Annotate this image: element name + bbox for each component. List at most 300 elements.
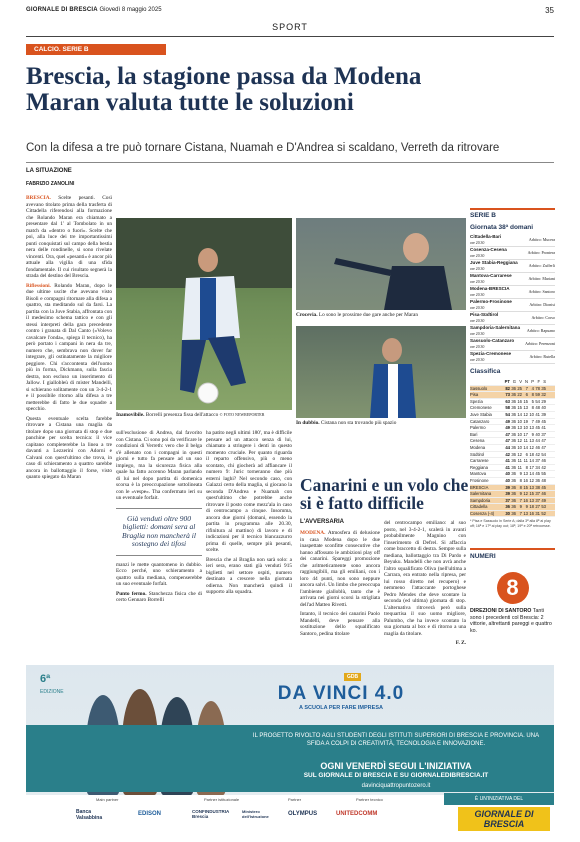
fixture-referee: Arbitro: Rutella (529, 354, 555, 359)
fixture-time: ore 20.30 (470, 319, 485, 323)
standings-row (470, 511, 555, 518)
standings-cell: 32 (541, 392, 546, 398)
standings-cell: 47 (541, 438, 546, 444)
kicker: CALCIO. SERIE B (26, 44, 166, 55)
standings-cell: 36 (511, 491, 516, 497)
standings-cell: 15 (529, 491, 534, 497)
caption-lead: Croceviа. (296, 312, 318, 318)
standings-cell: 47 (541, 444, 546, 450)
deck: Con la difesa a tre può tornare Cistana, Nuamah e D'Andrea si scaldano, Verreth da ritrovare (26, 142, 500, 154)
standings-cell: 41 (535, 411, 540, 417)
standings-cell: 36 (535, 477, 540, 483)
standings-cell: 17 (529, 464, 534, 470)
fixture-time: ore 20.30 (470, 306, 485, 310)
standings-cell: 46 (535, 444, 540, 450)
fixture-referee: Arbitro: Zufferli (528, 263, 555, 268)
standings-cell: 45 (535, 425, 540, 431)
standings-row (470, 452, 555, 459)
numbers-body: Tanti sono i precedenti col Brescia: 2 vittorie, altrettanti pareggi e quattro ko. (470, 608, 552, 634)
standings-cell: 59 (535, 392, 540, 398)
fixture-time: ore 20.30 (470, 358, 485, 362)
standings-cell: 7 (519, 510, 522, 516)
pull-quote: Già venduti oltre 900 biglietti: domani sera al Braglia non mancherà il sostegno dei tifosi (116, 508, 202, 556)
logo-tagline: A SCUOLA PER FARE IMPRESA (299, 705, 383, 711)
gdb-logo: GIORNALE DI BRESCIA (458, 807, 550, 831)
standings-cell: 40 (541, 405, 546, 411)
team-name: Sampdoria (470, 497, 491, 503)
standings-cell: 29 (541, 398, 546, 404)
standings-cell: 39 (505, 491, 510, 497)
standings-col-header: S (543, 379, 546, 384)
partner-logo: EDISON (138, 811, 162, 817)
divider (26, 36, 554, 37)
photo-caption-1 (116, 412, 292, 419)
fixture-referee: Arbitro: Dionisi (529, 302, 555, 307)
standings-cell: 13 (529, 497, 534, 503)
standings-row (470, 471, 555, 478)
team-name: Spezia (470, 398, 483, 404)
photo-maran (296, 218, 466, 310)
team-name: Cosenza (-4) (470, 510, 495, 516)
section-title: SPORT (272, 22, 308, 32)
standings-cell: 8 (531, 392, 534, 398)
fixtures-list (470, 234, 555, 364)
big-number: 8 (497, 572, 529, 604)
standings-cell: 9 (519, 504, 522, 510)
fixture-referee: Arbitro: Mucera (528, 237, 555, 242)
ad-banner (26, 725, 554, 792)
standings-cell: 8 (519, 484, 522, 490)
standings-cell: 58 (505, 405, 510, 411)
ad-call: OGNI VENERDÌ SEGUI L'INIZIATIVA (320, 761, 472, 771)
standings-cell: 11 (523, 458, 528, 464)
caption-lead: In dubbio. (296, 420, 320, 426)
sidebar-title: SERIE B (470, 208, 555, 219)
standings-cell: 25 (517, 385, 522, 391)
page-number: 35 (545, 6, 554, 15)
paragraph-text: Stanchezza fisica che di certo Gennaro Borrelli (116, 590, 202, 603)
standings-cell: 10 (529, 411, 534, 417)
fixture-time: ore 20.30 (470, 254, 485, 258)
standings-cell: 36 (511, 444, 516, 450)
standings-cell: 49 (535, 418, 540, 424)
numbers-text (470, 608, 555, 634)
standings-cell: 78 (535, 385, 540, 391)
standings-cell: 11 (517, 464, 522, 470)
standings-row (470, 432, 555, 439)
standings-cell: 82 (505, 385, 510, 391)
standings-cell: 13 (523, 405, 528, 411)
team-name: Pisa (470, 392, 479, 398)
serie-b-sidebar (470, 208, 555, 528)
standings-cell: 36 (511, 385, 516, 391)
standings-cell: 39 (541, 411, 546, 417)
standings-cell: 14 (529, 471, 534, 477)
lead-word: Riflessioni. (26, 282, 51, 289)
standings-header (470, 379, 555, 386)
paper-name: GIORNALE DI BRESCIA (26, 7, 98, 13)
article-column-4 (300, 530, 380, 640)
numbers-lead: DIREZIONI DI SANTORO (470, 608, 532, 614)
standings-cell: 36 (511, 458, 516, 464)
standings-title: Classifica (470, 368, 501, 375)
fixture-teams: Juve Stabia-Reggiana (470, 260, 518, 265)
fixture-time: ore 20.30 (470, 241, 485, 245)
standings-cell: 36 (511, 497, 516, 503)
gdb-tag: GDB (344, 673, 361, 681)
paragraph-text: Atmosfera di delusione in casa Modena dopo le due inaspettate sconfitte consecutive che hanno affossato le ambizioni play off dei canarini. Spareggi promozione che aritmeticamente sono ancora raggiungibili, ma gli emiliani, con i loro 44 punti, non sono neppure ancora salvi. Un limbo che preoccupa l'ambiente gialloblù, tanto che è arrivata nei giorni scorsi la strigliata dell'ad Matteo Rivetti. (300, 530, 381, 608)
fixture-teams: Cosenza-Cesena (470, 247, 507, 252)
team-name: Sassuolo (470, 385, 488, 391)
subarticle-title: Canarini e un volo che si è fatto difficile (300, 475, 469, 513)
headline (26, 64, 556, 116)
team-name: Palermo (470, 425, 486, 431)
standings-cell: 36 (511, 471, 516, 477)
fixture-row (470, 299, 555, 312)
standings-cell: 40 (505, 471, 510, 477)
standings-cell: 16 (523, 477, 528, 483)
ad-url: davinciquattropuntozero.it (361, 783, 431, 789)
standings-cell: 36 (511, 484, 516, 490)
partner-label: Main partner (96, 797, 119, 802)
team-name: Frosinone (470, 477, 489, 483)
standings-cell: 10 (517, 431, 522, 437)
standings-cell: 14 (523, 444, 528, 450)
article-column-3 (206, 430, 292, 599)
partner-logo: UNITEDCOMM (336, 811, 378, 817)
standings-cell: 73 (505, 392, 510, 398)
standings-row (470, 438, 555, 445)
standings-cell: 17 (523, 431, 528, 437)
standings-col-header: P (531, 379, 534, 384)
standings-cell: 13 (523, 510, 528, 516)
standings-row (470, 445, 555, 452)
standings-cell: 15 (517, 405, 522, 411)
paragraph (300, 530, 380, 608)
fixture-teams: Pisa-Südtirol (470, 312, 499, 317)
fixture-row (470, 260, 555, 273)
standings-cell: 49 (541, 497, 546, 503)
page-header (26, 7, 554, 19)
standings-cell: 55 (541, 471, 546, 477)
partners-strip (26, 795, 554, 835)
paragraph: Questa eventuale scelta farebbe ritrovare a Cistana una maglia da titolare dopo una giornata di stop e due panchine per scelta tecnica: il vice capitano completerebbe la linea a tre davanti a Lezzerini con Adorni e Calvani con quest'ultimo che trova, in caso di schieramento a quattro sarebbe ancora in ballottaggio il forse, visto quanto spiegato da Maran (26, 415, 112, 480)
lead-word: MODENA. (300, 530, 326, 536)
standings-cell: 36 (511, 431, 516, 437)
standings-cell: 39 (505, 484, 510, 490)
standings-cell: 36 (511, 477, 516, 483)
standings-cell: 10 (517, 444, 522, 450)
standings-row (470, 425, 555, 432)
standings-cell: 44 (505, 444, 510, 450)
standings-row (470, 392, 555, 399)
photo-caption-3 (296, 420, 466, 427)
fixture-referee: Arbitro: Santoro (528, 289, 555, 294)
standings-cell: 45 (541, 484, 546, 490)
standings-cell: 38 (535, 484, 540, 490)
paragraph (26, 195, 112, 280)
standings-cell: 37 (535, 491, 540, 497)
team-name: Cremonese (470, 405, 492, 411)
paragraph: Intanto, il tecnico dei canarini Paolo Mandelli, deve pensare alla sostituzione dello squalificato Santoro, pedina titolare (300, 611, 380, 637)
standings-cell: 36 (511, 398, 516, 404)
standings-cell: 12 (523, 411, 528, 417)
paragraph-text: Scelte pesanti. Così avevano titolato prima della trasferta di Cittadella riferendosi alla formazione che Rolando Maran era chiamato a presentare dal 1' al Tombolato in un match da «dentro o fuori». Scelte che poi, alla luce dei tre importantissimi punti conquistati sul campo della bestia nera delle rondinelle, si sono rivelate vincenti. Ora, quel «pesanti» è ancor più attuale alla vigilia di una sfida fondamentale. Il cui risultato segnerà la strada del destino del Brescia. (26, 195, 112, 279)
standings-cell: 36 (511, 451, 516, 457)
photo-caption-2 (296, 312, 466, 319)
team-name: Mantova (470, 471, 487, 477)
paragraph: sull'esclusione di Andrea, dal favorito con Cistana. Ci sono poi da verificare le condizioni di Verreth: vero che il belga s'è allenato con i compagni in questi giorni e tutto fa pensare ad un suo impiego, ma la sicurezza fisica alla quale ha fatto accenno Maran parlando di lui nel dopo partita di domenica scorsa è la preoccupazione sottolineata con le «vespe». Tha confermato ieri su un eventuale forfait. (116, 430, 202, 501)
standings-cell: 42 (541, 464, 546, 470)
standings-cell: 14 (529, 458, 534, 464)
fixture-referee: Arbitro: Prontera (527, 250, 555, 255)
standings-row (470, 498, 555, 505)
paragraph: manzi le mette quantomeno in dubbio. Ecco perché, uno schieramento a quattro sulla mediana, compenserebbe un suo eventuale forfait. (116, 561, 202, 587)
standings-cell: 9 (519, 471, 522, 477)
standings-cell: 13 (523, 471, 528, 477)
standings-cell: 36 (511, 411, 516, 417)
issue-date: Giovedì 8 maggio 2025 (99, 7, 162, 13)
fixture-teams: Palermo-Frosinone (470, 299, 512, 304)
standings-cell: 46 (541, 491, 546, 497)
partner-label: Partner tecnico (356, 797, 383, 802)
byline: FABRIZIO ZANOLINI (26, 180, 75, 187)
standings-cell: 12 (529, 477, 534, 483)
numbers-box (470, 548, 555, 634)
standings-row (470, 386, 555, 393)
standings-cell: 36 (511, 464, 516, 470)
fixture-referee: Arbitro: Rapuano (526, 328, 555, 333)
fixture-row (470, 234, 555, 247)
lead-word: BRESCIA. (26, 195, 51, 201)
standings-cell: 40 (535, 431, 540, 437)
partner-label: Partner istituzionale (204, 797, 240, 802)
standings-cell: 46 (541, 458, 546, 464)
photo-borrelli (116, 218, 292, 410)
standings-note: * Pisa e Sassuolo in Serie A; dalla 3ª alla 8ª ai play off; 16ª e 17ª ai play out; 18ª, 19ª e 20ª retrocesse. (470, 519, 551, 528)
caption-text: Cistana non sta trovando più spazio (319, 420, 397, 426)
standings-row (470, 412, 555, 419)
standings-cell: 30 (505, 510, 510, 516)
standings-cell: 53 (541, 504, 546, 510)
standings-cell: 7 (531, 418, 534, 424)
standings-row (470, 478, 555, 485)
standings-cell: 22 (517, 392, 522, 398)
coach-illustration (296, 218, 466, 310)
standings-cell: 54 (541, 451, 546, 457)
standings-cell: 16 (517, 398, 522, 404)
standings-cell: 54 (535, 398, 540, 404)
fixture-teams: Mantova-Carrarese (470, 273, 512, 278)
standings-cell: 8 (519, 477, 522, 483)
standings-cell: 36 (511, 510, 516, 516)
da-vinci-logo: DA VINCI 4.0 (277, 683, 405, 704)
standings-cell: 49 (505, 418, 510, 424)
team-name: BRESCIA (470, 484, 489, 490)
fixture-row (470, 312, 555, 325)
standings-cell: 16 (523, 497, 528, 503)
team-name: Reggiana (470, 464, 488, 470)
caption-lead: Inamovibile. (116, 412, 145, 418)
standings-cell: 13 (529, 484, 534, 490)
standings-cell: 15 (523, 398, 528, 404)
fixture-time: ore 20.30 (470, 267, 485, 271)
fixture-referee: Arbitro: Perenzoni (525, 341, 555, 346)
photo-credit: © FOTO NEWREPORTER (219, 412, 265, 417)
edition-number: 6ª (40, 673, 51, 685)
standings-cell: 36 (511, 504, 516, 510)
section-label: LA SITUAZIONE (26, 168, 72, 174)
edition-label: EDIZIONE (40, 689, 64, 695)
fixture-row (470, 273, 555, 286)
team-name: Cesena (470, 438, 485, 444)
fixture-row (470, 325, 555, 338)
fixture-time: ore 20.30 (470, 280, 485, 284)
standings-cell: 8 (531, 405, 534, 411)
standings-cell: 54 (505, 411, 510, 417)
fixture-teams: Sassuolo-Catanzaro (470, 338, 515, 343)
standings-cell: 41 (505, 458, 510, 464)
fixture-row (470, 338, 555, 351)
lead-word: Punto fermo. (116, 590, 147, 597)
paragraph: del centrocampo emiliano: al suo posto, nel 3-4-2-1, scalerà in avanti probabilmente Magnino con l'inserimento di Defrel. Si affaccia come braccetto di destra. Sempre sulla mediana, ballottaggio tra Di Pardo e Beyuku. Mandelli che non avrà anche l'altro squalificato Oliva (nell'ultima a Carrara, era entrato nella ripresa, per lui rosso diretto nel recupero) e nemmeno l'attaccante portoghese Pedro Mendes che deve scontare la seconda (ed ultima) giornata di stop. L'alternativa ritroverà però sulla trequartisa il suo uomo migliore, Palumbo, che ha invece scontato la sua giornata al box e di ritorno a una maglia da titolare. (384, 520, 466, 637)
standings-cell: 35 (541, 385, 546, 391)
standings-cell: 6 (525, 451, 528, 457)
standings-cell: 9 (531, 431, 534, 437)
standings-cell: 36 (511, 438, 516, 444)
fixture-referee: Arbitro: Corso (531, 315, 555, 320)
team-name: Modena (470, 444, 486, 450)
round-title: Giornata 38ª domani (470, 224, 534, 231)
standings-col-header: PT (504, 379, 510, 384)
standings-cell: 36 (511, 418, 516, 424)
article-column-1 (26, 168, 112, 484)
standings-cell: 7 (525, 385, 528, 391)
standings-cell: 10 (517, 418, 522, 424)
standings-cell: 11 (517, 458, 522, 464)
standings-cell: 48 (535, 405, 540, 411)
standings-cell: 52 (541, 510, 546, 516)
standings-cell: 40 (505, 477, 510, 483)
fixture-time: ore 20.30 (470, 293, 485, 297)
standings-cell: 18 (529, 504, 534, 510)
standings-cell: 49 (505, 425, 510, 431)
standings-cell: 13 (517, 425, 522, 431)
headline-line-2: Maran valuta tutte le soluzioni (26, 89, 354, 116)
team-name: Juve Stabia (470, 411, 492, 417)
standings-cell: 12 (523, 491, 528, 497)
player-illustration (116, 218, 292, 410)
standings-cell: 37 (535, 458, 540, 464)
team-name: Bari (470, 431, 478, 437)
standings-cell: 36 (511, 425, 516, 431)
partner-logo: CONFINDUSTRIA Brescia (192, 809, 230, 819)
article-column-5 (384, 520, 466, 650)
paragraph (116, 591, 202, 604)
standings-cell: 4 (531, 385, 534, 391)
partner-logo: OLYMPUS (288, 811, 318, 817)
defender-illustration (296, 326, 466, 418)
standings-cell: 36 (511, 392, 516, 398)
advertisement-da-vinci (26, 665, 554, 835)
standings-cell: 31 (535, 510, 540, 516)
standings-cell: 12 (529, 444, 534, 450)
standings-cell: 7 (519, 497, 522, 503)
partner-label: Partner (288, 797, 302, 802)
standings-cell: 41 (541, 425, 546, 431)
team-name: Südtirol (470, 451, 485, 457)
caption-text: Lo sono le prossime due gare anche per Maran (317, 312, 418, 318)
standings-cell: 6 (525, 392, 528, 398)
standings-cell: 27 (535, 504, 540, 510)
standings-cell: 34 (535, 464, 540, 470)
standings-row (470, 405, 555, 412)
standings-cell: 18 (529, 451, 534, 457)
standings-row (470, 399, 555, 406)
standings-col-header: G (512, 379, 516, 384)
standings-cell: 19 (523, 418, 528, 424)
standings-cell: 16 (529, 510, 534, 516)
standings-cell: 41 (505, 464, 510, 470)
standings-cell: 12 (517, 438, 522, 444)
standings-row (470, 504, 555, 511)
paragraph (26, 283, 112, 413)
standings-cell: 14 (517, 411, 522, 417)
paragraph: ha patito negli ultimi 180', ma è difficile pensare ad un attacco senza di lui, chiamato a stringere i denti in questo momento cruciale. Per quanto riguarda il reparto offensivo, più o meno scontato, chi giocherà ad affiancare il numero 9: Juric torneranno due più esterni laghi? Nel secondo caso, con Galazzi certo della maglia, si giocano la seconda D'Andrea e Nuamah con quest'ultimo che potrebbe anche ritrovare il posto come mezz'ala in caso di centrocampo a cinque. Insomma, ancora due giorni (domani, essendo la partita in programma alle 20.30, rifinitura al mattino) di lavoro e di indicazioni per il tecnico biancazzurro prima di quelle, sempre più pesanti, scelte. (206, 430, 292, 553)
section-label: L'AVVERSARIA (300, 519, 344, 525)
standings-cell: 47 (505, 431, 510, 437)
team-name: Salernitana (470, 491, 492, 497)
fixture-row (470, 351, 555, 364)
standings-cell: 11 (523, 438, 528, 444)
numbers-label: NUMERI (470, 548, 555, 560)
standings-cell: 47 (505, 438, 510, 444)
partner-logo: Banca Valsabbina (76, 809, 103, 821)
headline-line-1: Brescia, la stagione passa da Modena (26, 63, 422, 90)
fixture-teams: Sampdoria-Salernitana (470, 325, 521, 330)
fixture-teams: Modena-BRESCIA (470, 286, 510, 291)
standings-cell: 10 (523, 425, 528, 431)
fixture-teams: Spezia-Cremonese (470, 351, 512, 356)
standings-cell: 63 (505, 398, 510, 404)
standings-cell: 13 (529, 438, 534, 444)
initiative-label: È UN'INIZIATIVA DEL (444, 793, 554, 805)
standings-cell: 37 (541, 431, 546, 437)
paragraph-text: Rolando Maran, dopo le due ultime uscite che avevano visto Bisoli e compagni ritornare alla difesa a quattro, sta meditando sul da farsi. La partita con la Juve Stabia, affrontata con il medesimo schema tattico e con gli stessi interpreti della gara precedente contro i granata di Dal Canto («Volevo cavalcare l'onda», spiega il tecnico), ha però portato i campani in nera da tre, numero che, sembrava non dover far integrare, gli ostinatamente la migliore peggiore. Chi s'accontenta dell'uomo più in forma, Dickmann, sulla fascia destra, non escluso un inserimento di Jallow. I giallobleù di mister Mandelli, si schierano solitamente con un 3-4-2-1 e il possibile ritorno alla difesa a tre metterebbe di fatto le due squadre a specchio. (26, 282, 112, 412)
signature: F. Z. (455, 640, 466, 646)
partner-logo: Ministero dell'Istruzione (242, 809, 269, 819)
divider (26, 162, 554, 163)
paragraph: Brescia che al Braglia non sarà solo: a ieri sera, erano stati già venduti 915 biglietti nel settore ospiti, numero destinato a crescere nella giornata odierna. Non mancherà quindi il supporto alla squadra. (206, 556, 292, 595)
standings-cell: 13 (529, 425, 534, 431)
standings-cell: 15 (523, 484, 528, 490)
standings-row (470, 465, 555, 472)
standings-row (470, 419, 555, 426)
fixture-teams: Cittadella-Bari (470, 234, 502, 239)
article-column-2 (116, 430, 202, 607)
standings-cell: 37 (505, 497, 510, 503)
standings-cell: 36 (511, 405, 516, 411)
standings-table (470, 379, 555, 517)
caption-text: Borrelli presenza fissa dell'attacco (144, 412, 219, 418)
standings-cell: 9 (519, 491, 522, 497)
team-name: Carrarese (470, 458, 489, 464)
standings-row (470, 491, 555, 498)
standings-cell: 42 (535, 451, 540, 457)
standings-cell: 5 (531, 398, 534, 404)
standings-cell: 42 (505, 451, 510, 457)
team-name: Cittadella (470, 504, 488, 510)
